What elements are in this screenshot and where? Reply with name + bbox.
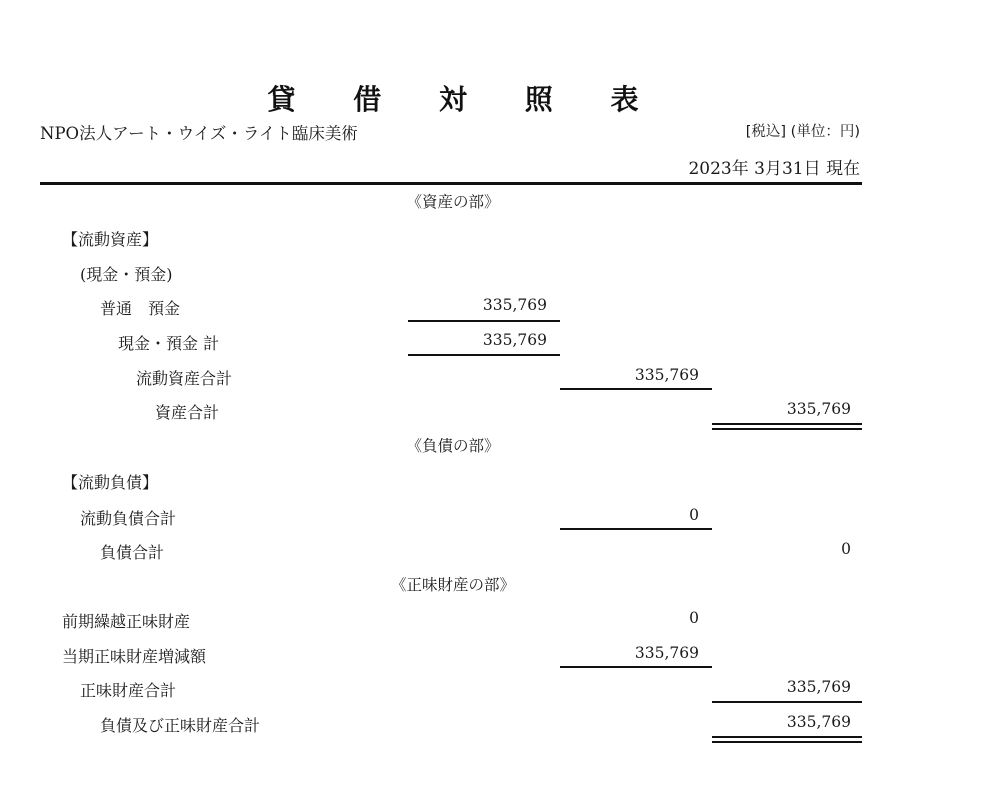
- section-net-assets: 《正味財産の部》: [390, 576, 515, 594]
- current-assets-heading: 【流動資産】: [62, 230, 159, 249]
- prior-net-assets-label: 前期繰越正味財産: [62, 612, 191, 631]
- section-assets: 《資産の部》: [406, 193, 500, 211]
- tax-unit-note: [税込] (単位：円): [745, 124, 860, 140]
- grand-total-label: 負債及び正味財産合計: [100, 716, 261, 735]
- underline-futsu: [408, 320, 560, 322]
- cash-deposits-heading: (現金・預金): [80, 265, 173, 284]
- cash-total-label: 現金・預金 計: [118, 334, 220, 353]
- current-liabilities-heading: 【流動負債】: [62, 473, 159, 492]
- net-assets-change-value: 335,769: [634, 644, 699, 662]
- assets-total-label: 資産合計: [155, 403, 220, 422]
- net-assets-change-label: 当期正味財産増減額: [62, 647, 207, 666]
- double-underline-assets-total: [712, 423, 862, 430]
- prior-net-assets-value: 0: [689, 609, 699, 627]
- organization-name: NPO法人アート・ウイズ・ライト臨床美術: [40, 124, 358, 143]
- underline-cash-total: [408, 354, 560, 356]
- header-rule: [40, 182, 862, 185]
- cash-total-value: 335,769: [482, 331, 547, 349]
- underline-net-assets-total: [712, 701, 862, 703]
- net-assets-total-value: 335,769: [786, 678, 851, 696]
- underline-net-assets-change: [560, 666, 712, 668]
- current-liabilities-total-label: 流動負債合計: [80, 509, 177, 528]
- liabilities-total-value: 0: [841, 540, 851, 558]
- futsu-deposit-label: 普通 預金: [100, 299, 181, 318]
- page-title: 貸 借 対 照 表: [267, 83, 663, 116]
- underline-current-liabilities-total: [560, 528, 712, 530]
- current-assets-total-value: 335,769: [634, 366, 699, 384]
- futsu-deposit-value: 335,769: [482, 296, 547, 314]
- underline-current-assets-total: [560, 388, 712, 390]
- liabilities-total-label: 負債合計: [100, 543, 165, 562]
- current-liabilities-total-value: 0: [689, 506, 699, 524]
- net-assets-total-label: 正味財産合計: [80, 681, 177, 700]
- section-liabilities: 《負債の部》: [406, 437, 500, 455]
- assets-total-value: 335,769: [786, 400, 851, 418]
- double-underline-grand-total: [712, 736, 862, 743]
- current-assets-total-label: 流動資産合計: [136, 369, 233, 388]
- as-of-date: 2023年 3月31日 現在: [688, 159, 860, 179]
- grand-total-value: 335,769: [786, 713, 851, 731]
